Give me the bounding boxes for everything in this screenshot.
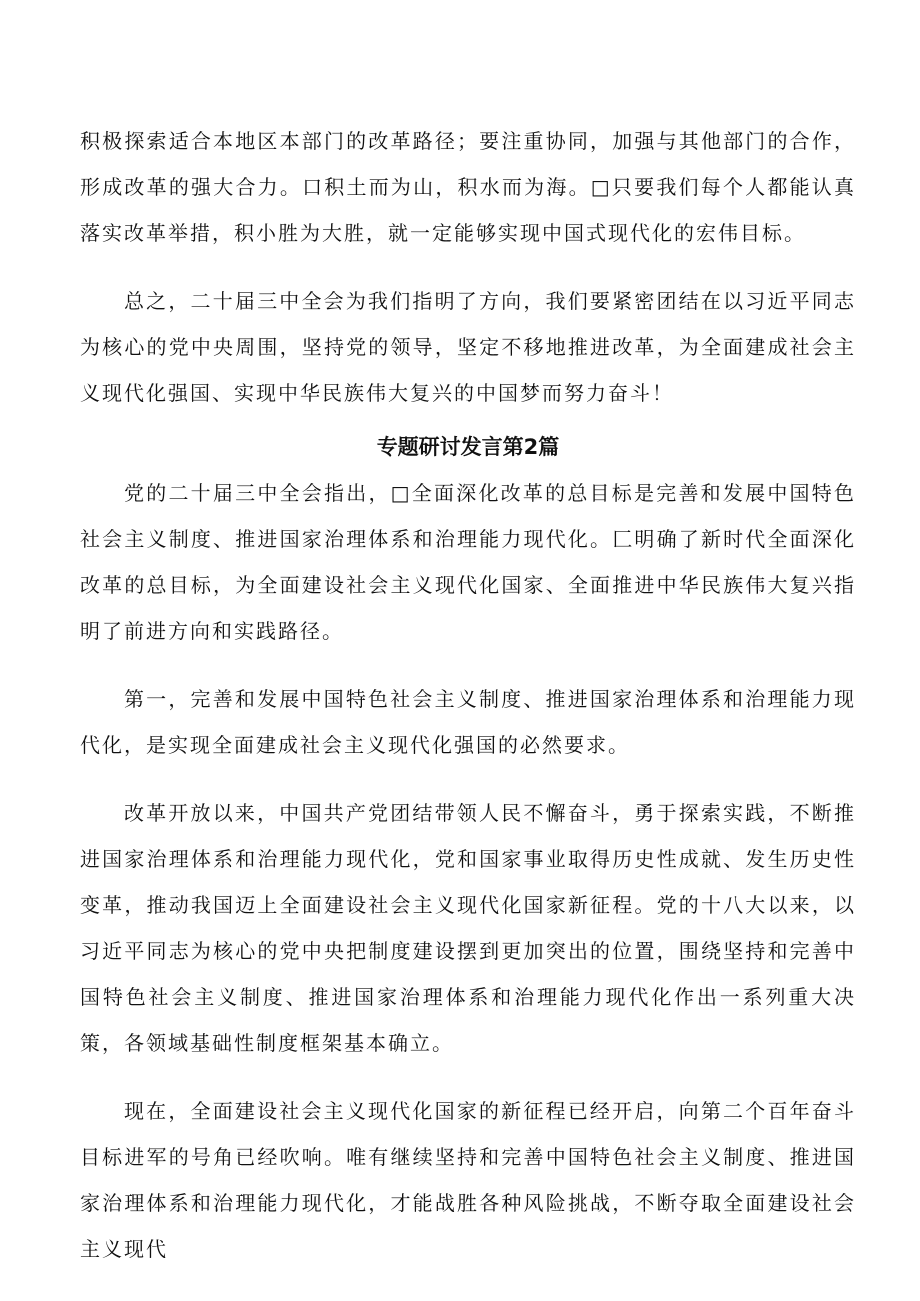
continuation-paragraph: 积极探索适合本地区本部门的改革路径；要注重协同，加强与其他部门的合作，形成改革的强大合力。口积土而为山，积水而为海。□只要我们每个人都能认真落实改革举措，积小胜为大胜，就一定能够实现中国式现代化的宏伟目标。 xyxy=(80,129,856,245)
document-body xyxy=(80,118,856,1272)
paragraph-gap xyxy=(80,1066,856,1088)
body-paragraph-4: 现在，全面建设社会主义现代化国家的新征程已经开启，向第二个百年奋斗目标进军的号角已经吹响。唯有继续坚持和完善中国特色社会主义制度、推进国家治理体系和治理能力现代化，才能战胜各种风险挑战，不断夺取全面建设社会主义现代 xyxy=(80,1099,856,1261)
paragraph-gap xyxy=(80,654,856,676)
body-paragraph-2: 第一，完善和发展中国特色社会主义制度、推进国家治理体系和治理能力现代化，是实现全面建成社会主义现代化强国的必然要求。 xyxy=(80,687,856,757)
paragraph-gap xyxy=(80,256,856,278)
body-paragraph-1: 党的二十届三中全会指出，□全面深化改革的总目标是完善和发展中国特色社会主义制度、推进国家治理体系和治理能力现代化。匚明确了新时代全面深化改革的总目标，为全面建设社会主义现代化国家、全面推进中华民族伟大复兴指明了前进方向和实践路径。 xyxy=(80,481,856,643)
body-paragraph-3: 改革开放以来，中国共产党团结带领人民不懈奋斗，勇于探索实践，不断推进国家治理体系和治理能力现代化，党和国家事业取得历史性成就、发生历史性变革，推动我国迈上全面建设社会主义现代化国家新征程。党的十八大以来，以习近平同志为核心的党中央把制度建设摆到更加突出的位置，围绕坚持和完善中国特色社会主义制度、推进国家治理体系和治理能力现代化作出一系列重大决策，各领域基础性制度框架基本确立。 xyxy=(80,801,856,1055)
section-heading: 专题研讨发言第2篇 xyxy=(376,435,560,459)
paragraph-gap xyxy=(80,768,856,790)
conclusion-paragraph: 总之，二十届三中全会为我们指明了方向，我们要紧密团结在以习近平同志为核心的党中央周围，坚持党的领导，坚定不移地推进改革，为全面建成社会主义现代化强国、实现中华民族伟大复兴的中国梦而努力奋斗！ xyxy=(80,289,856,405)
